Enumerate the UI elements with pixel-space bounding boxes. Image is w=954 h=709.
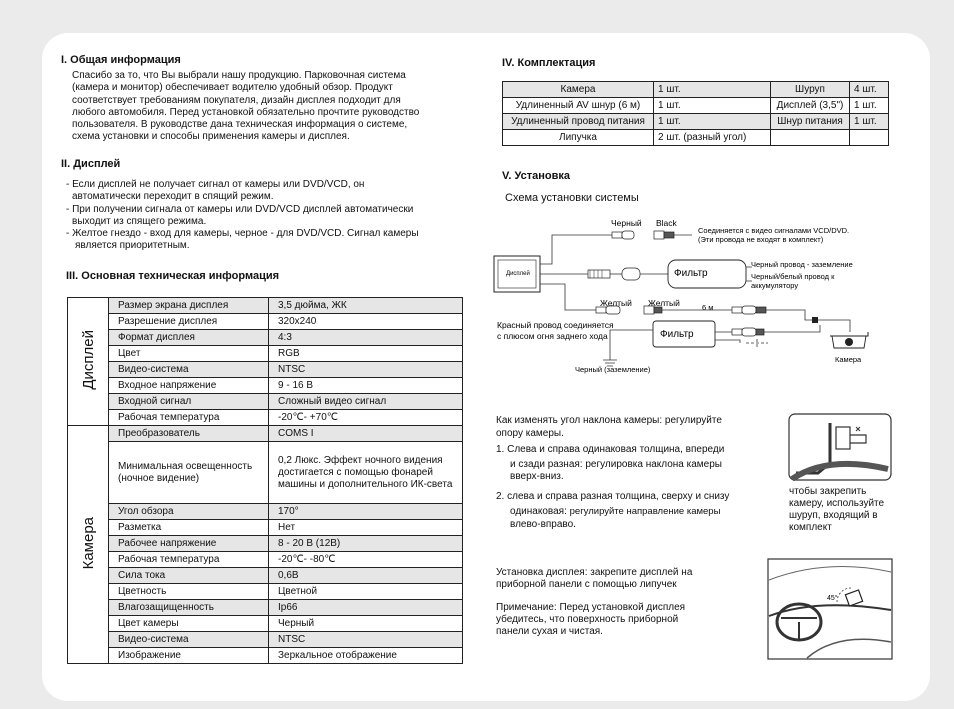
spec-value: RGB bbox=[269, 346, 463, 362]
black-ru-label: Черный bbox=[611, 218, 642, 228]
kit-item: Дисплей (3,5") bbox=[771, 98, 850, 114]
camera-bracket bbox=[830, 332, 868, 336]
angle-label: 45° bbox=[827, 595, 838, 602]
battery-note-1: Черный/белый провод к bbox=[751, 272, 835, 281]
kit-qty bbox=[850, 130, 889, 146]
display-group-label: Дисплей bbox=[79, 330, 97, 390]
ground-symbol bbox=[603, 352, 617, 366]
spec-value: Цветной bbox=[269, 584, 463, 600]
screw-mount-illustration bbox=[788, 413, 892, 481]
ground-note: Черный провод - заземление bbox=[751, 260, 853, 269]
dashboard-illustration bbox=[767, 558, 893, 660]
spec-label: Цвет bbox=[109, 346, 269, 362]
rca-plug bbox=[756, 307, 766, 313]
rca-plug bbox=[622, 231, 634, 239]
rca-plug bbox=[742, 306, 756, 314]
display-text: - Если дисплей не получает сигнал от камеры или DVD/VCD, он автоматически переходит в спящий режим. - При получении сигнала от камеры или DVD/VCD дисплей автоматически выходит из спящего режима. - Желтое гнездо - вход для камеры, черное - для DVD/VCD. Сигнал камеры является приоритетным. bbox=[66, 179, 419, 252]
spec-label: Сила тока bbox=[109, 568, 269, 584]
black-wire bbox=[540, 235, 612, 264]
spec-label: Видео-система bbox=[109, 362, 269, 378]
general-text: Спасибо за то, что Вы выбрали нашу продукцию. Парковочная система (камера и монитор) обеспечивает водителю удобный обзор. Продукт соответствует требованиям покупателя, дизайн дисплея подходит для любого автомобиля. Перед установкой обязательно прочтите руководство пользователя. В руководстве дана техническая информация о системе, схема установки и способы применения камеры и дисплея. bbox=[72, 70, 420, 143]
camera-connector bbox=[812, 317, 818, 323]
spec-value: 170° bbox=[269, 504, 463, 520]
dvd-note-1: Соединяется с видео сигналами VCD/DVD. bbox=[698, 226, 850, 235]
spec-value: Черный bbox=[269, 616, 463, 632]
spec-label: Формат дисплея bbox=[109, 330, 269, 346]
spec-label: Минимальная освещенность (ночное видение) bbox=[109, 442, 269, 504]
spec-value: Ip66 bbox=[269, 600, 463, 616]
spec-value: -20℃- +70℃ bbox=[269, 410, 463, 426]
spec-label: Разметка bbox=[109, 520, 269, 536]
tilt-instructions: Как изменять угол наклона камеры: регулируйте опору камеры. 1. Слева и справа одинаковая толщина, впереди и сзади разная: регулировка наклона камеры вверх-вниз. 2. слева и справа разная толщина, сверху и снизу одинаковая: регулируйте направление камеры влево-вправо. bbox=[496, 415, 730, 530]
plus-mark bbox=[746, 339, 768, 347]
kit-heading: IV. Комплектация bbox=[502, 57, 596, 69]
spec-value: 8 - 20 В (12В) bbox=[269, 536, 463, 552]
kit-qty: 1 шт. bbox=[654, 114, 771, 130]
install-heading: V. Установка bbox=[502, 170, 570, 182]
spec-label: Входной сигнал bbox=[109, 394, 269, 410]
screw-note: чтобы закрепить камеру, используйте шуруп, входящий в комплект bbox=[789, 486, 885, 533]
kit-qty: 1 шт. bbox=[654, 82, 771, 98]
camera-label: Камера bbox=[835, 355, 862, 364]
battery-note-2: аккумулятору bbox=[751, 281, 799, 290]
length-label: 6 м bbox=[702, 303, 714, 312]
spec-label: Преобразователь bbox=[109, 426, 269, 442]
kit-qty: 2 шт. (разный угол) bbox=[654, 130, 771, 146]
camera-power-wire bbox=[764, 325, 820, 332]
spec-value: Зеркальное отображение bbox=[269, 648, 463, 664]
spec-value: COMS I bbox=[269, 426, 463, 442]
power-plug bbox=[732, 329, 742, 335]
spec-value: NTSC bbox=[269, 632, 463, 648]
wiring-diagram bbox=[490, 212, 910, 380]
camera-wire bbox=[818, 320, 850, 332]
rca-plug bbox=[612, 232, 622, 238]
spec-value: 320x240 bbox=[269, 314, 463, 330]
power-plug bbox=[622, 268, 640, 280]
yellow-label-2: Желтый bbox=[648, 298, 680, 308]
spec-label: Влагозащищенность bbox=[109, 600, 269, 616]
spec-label: Размер экрана дисплея bbox=[109, 298, 269, 314]
power-connector bbox=[588, 270, 610, 278]
kit-item bbox=[771, 130, 850, 146]
spec-value: -20℃- -80℃ bbox=[269, 552, 463, 568]
camera-icon bbox=[836, 427, 850, 449]
specs-heading: III. Основная техническая информация bbox=[66, 270, 280, 282]
camera-lens bbox=[845, 338, 853, 346]
kit-table bbox=[502, 81, 889, 146]
display-label: Дисплей bbox=[506, 271, 530, 277]
black-en-label: Black bbox=[656, 218, 677, 228]
yellow-label-1: Желтый bbox=[600, 298, 632, 308]
filter-2-label: Фильтр bbox=[660, 329, 694, 340]
display-group-cell bbox=[68, 298, 109, 426]
spec-value: Нет bbox=[269, 520, 463, 536]
kit-qty: 1 шт. bbox=[654, 98, 771, 114]
spec-label: Рабочая температура bbox=[109, 552, 269, 568]
spec-label: Рабочее напряжение bbox=[109, 536, 269, 552]
red-note-1: Красный провод соединяется bbox=[497, 320, 614, 330]
yellow-wire bbox=[540, 284, 596, 310]
rca-plug bbox=[664, 232, 674, 238]
spec-label: Изображение bbox=[109, 648, 269, 664]
filter-1-label: Фильтр bbox=[674, 268, 708, 279]
camera-wire bbox=[766, 310, 812, 320]
mount-instructions: Установка дисплея: закрепите дисплей на приборной панели с помощью липучек Примечание: Перед установкой дисплея убедитесь, что поверхность приборной панели сухая и чистая. bbox=[496, 567, 693, 637]
spec-label: Угол обзора bbox=[109, 504, 269, 520]
specs-table bbox=[67, 297, 463, 664]
spec-label: Рабочая температура bbox=[109, 410, 269, 426]
kit-qty: 1 шт. bbox=[850, 114, 889, 130]
kit-item: Удлиненный провод питания bbox=[503, 114, 654, 130]
kit-item: Камера bbox=[503, 82, 654, 98]
spec-label: Цвет камеры bbox=[109, 616, 269, 632]
spec-value: 9 - 16 В bbox=[269, 378, 463, 394]
spec-value: NTSC bbox=[269, 362, 463, 378]
rca-plug bbox=[654, 231, 664, 239]
kit-qty: 4 шт. bbox=[850, 82, 889, 98]
black-ground-label: Черный (заземление) bbox=[575, 365, 651, 374]
kit-item: Удлиненный AV шнур (6 м) bbox=[503, 98, 654, 114]
spec-value: Сложный видео сигнал bbox=[269, 394, 463, 410]
spec-label: Цветность bbox=[109, 584, 269, 600]
spec-value: 0,2 Люкс. Эффект ночного видения достигается с помощью фонарей машины и дополнительного ИК-света bbox=[269, 442, 463, 504]
spec-value: 4:3 bbox=[269, 330, 463, 346]
kit-item: Шуруп bbox=[771, 82, 850, 98]
camera-group-cell bbox=[68, 426, 109, 664]
power-plug bbox=[756, 329, 764, 335]
rca-plug bbox=[732, 307, 742, 313]
general-heading: I. Общая информация bbox=[61, 54, 181, 66]
scheme-title: Схема установки системы bbox=[505, 192, 639, 204]
kit-qty: 1 шт. bbox=[850, 98, 889, 114]
display-heading: II. Дисплей bbox=[61, 158, 121, 170]
red-wire bbox=[610, 330, 653, 352]
camera-group-label: Камера bbox=[79, 516, 97, 570]
spec-label: Входное напряжение bbox=[109, 378, 269, 394]
red-note-2: с плюсом огня заднего хода bbox=[497, 331, 608, 341]
spec-label: Разрешение дисплея bbox=[109, 314, 269, 330]
spec-value: 0,6В bbox=[269, 568, 463, 584]
kit-item: Липучка bbox=[503, 130, 654, 146]
dvd-note-2: (Эти провода не входят в комплект) bbox=[698, 235, 824, 244]
spec-value: 3,5 дюйма, ЖК bbox=[269, 298, 463, 314]
power-plug bbox=[742, 328, 756, 336]
kit-item: Шнур питания bbox=[771, 114, 850, 130]
spec-label: Видео-система bbox=[109, 632, 269, 648]
